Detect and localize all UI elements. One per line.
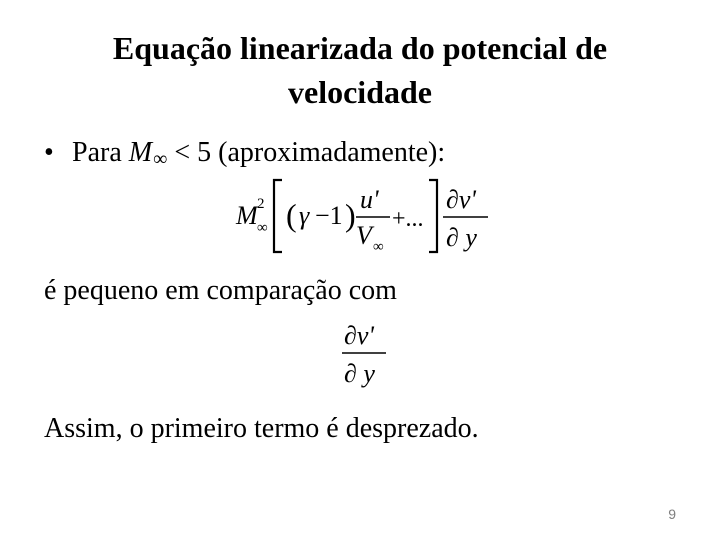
formula-M: M [236, 201, 258, 230]
conclusion-text: Assim, o primeiro termo é desprezado. [44, 413, 479, 444]
slide-title [60, 26, 660, 114]
formula-u-numerator: u' [360, 185, 379, 214]
formula-plus-dots: +... [392, 206, 424, 232]
formula-v-denominator-sub: ∞ [373, 239, 384, 255]
formula-M-sub: ∞ [257, 220, 268, 236]
comparison-text: é pequeno em comparação com [44, 275, 397, 306]
formula-v-denominator: V [356, 221, 372, 250]
formula-M-sup: 2 [257, 196, 265, 212]
formula2-denominator: ∂ y [344, 359, 375, 388]
formula-nonlinear-term [230, 172, 500, 262]
right-bracket [429, 180, 437, 252]
bullet-suffix: < 5 (aproximadamente): [167, 137, 446, 168]
title-line-1: Equação linearizada do potencial de [112, 30, 608, 66]
formula-minus-one: −1 [315, 201, 343, 230]
mach-symbol: M [128, 137, 153, 168]
bullet-dot: • [44, 137, 54, 168]
bullet-prefix: Para [72, 137, 129, 168]
formula-rparen: ) [345, 197, 356, 233]
formula-partial-derivative [338, 318, 398, 390]
formula-partial-numerator: ∂v' [446, 185, 476, 214]
formula-partial-denominator: ∂ y [446, 223, 477, 252]
left-bracket [274, 180, 282, 252]
formula2-numerator: ∂v' [344, 321, 374, 350]
page-number: 9 [668, 506, 676, 522]
bullet-item [44, 136, 445, 176]
title-line-2: velocidade [288, 74, 432, 110]
formula-gamma: γ [299, 201, 310, 230]
infinity-subscript: ∞ [153, 148, 168, 170]
formula-lparen: ( [286, 197, 297, 233]
